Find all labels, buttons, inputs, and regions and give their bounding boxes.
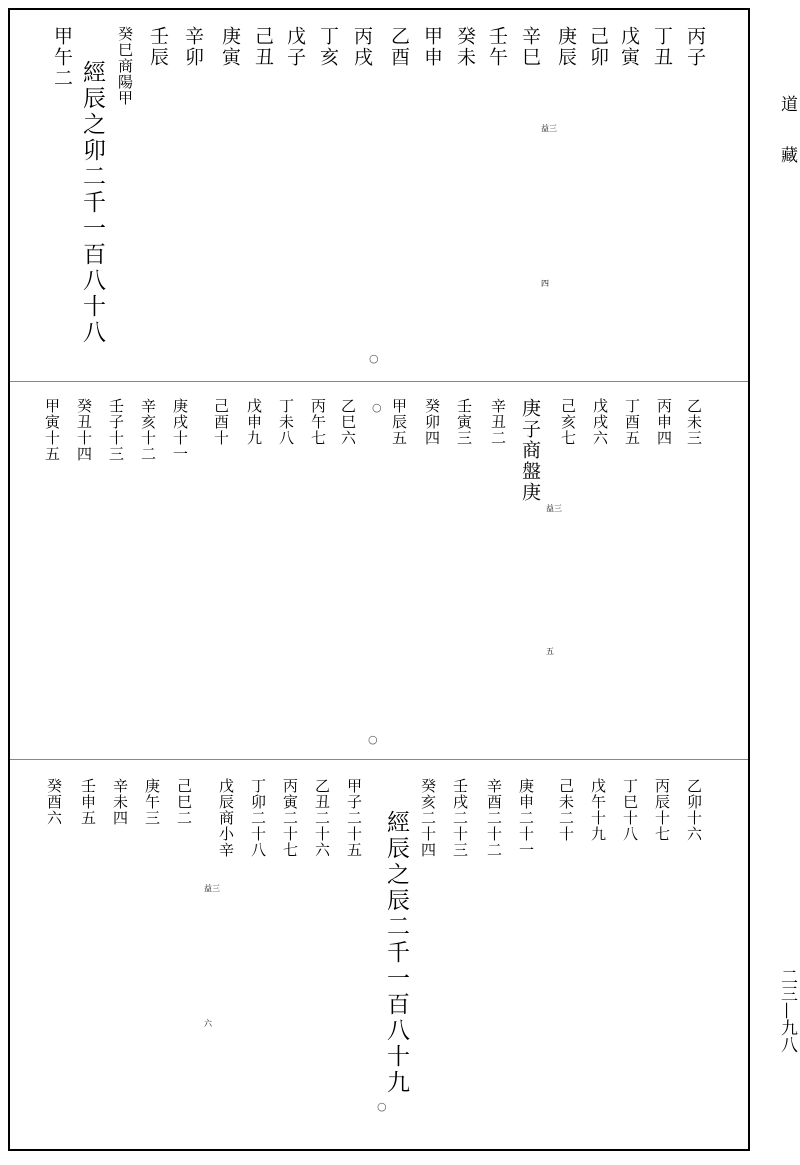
text-column: 辛巳 bbox=[519, 26, 541, 68]
text-column: 庚辰 bbox=[555, 26, 577, 68]
page-number: 二三—九八 bbox=[777, 968, 797, 1053]
text-column: 戊申九 bbox=[245, 398, 263, 446]
text-column: 甲辰五 bbox=[390, 398, 408, 446]
text-column: 癸丑十四 bbox=[75, 398, 93, 462]
text-column: 丁巳十八 bbox=[621, 778, 639, 842]
text-column: 庚申二十一 bbox=[517, 778, 535, 858]
marginal-note: 益三 bbox=[204, 884, 220, 893]
text-column: 癸未 bbox=[454, 26, 476, 68]
text-column: 乙酉 bbox=[388, 26, 410, 68]
text-column: 乙未三 bbox=[685, 398, 703, 446]
text-column: 己丑 bbox=[252, 26, 274, 68]
text-column: 癸酉六 bbox=[45, 778, 63, 826]
text-column: 辛卯 bbox=[182, 26, 204, 68]
text-column: 癸卯四 bbox=[423, 398, 441, 446]
text-column: 壬午 bbox=[486, 26, 508, 68]
text-column: 己卯 bbox=[587, 26, 609, 68]
text-column: 丁未八 bbox=[277, 398, 295, 446]
text-column: 乙丑二十六 bbox=[313, 778, 331, 858]
text-column: 壬寅三 bbox=[455, 398, 473, 446]
text-column: 辛未四 bbox=[111, 778, 129, 826]
text-column: 戊辰商小辛 bbox=[217, 778, 235, 858]
text-column: 辛亥十二 bbox=[139, 398, 157, 462]
text-column: 戊子 bbox=[284, 26, 306, 68]
text-column: 丁酉五 bbox=[623, 398, 641, 446]
text-column: 甲寅十五 bbox=[43, 398, 61, 462]
text-column: 壬辰 bbox=[147, 26, 169, 68]
text-column: 戊寅 bbox=[618, 26, 640, 68]
text-column: 壬申五 bbox=[79, 778, 97, 826]
page-frame bbox=[8, 8, 750, 1151]
text-column: 丁丑 bbox=[651, 26, 673, 68]
text-column: 經辰之卯二千一百八十八 bbox=[79, 60, 105, 346]
text-column: 甲午二 bbox=[51, 26, 73, 89]
text-column: 丙子 bbox=[684, 26, 706, 68]
marginal-note: 益三 bbox=[541, 124, 557, 133]
text-column: 丙寅二十七 bbox=[281, 778, 299, 858]
marginal-note: 五 bbox=[546, 647, 554, 656]
text-column: 壬戌二十三 bbox=[451, 778, 469, 858]
text-column: 乙卯十六 bbox=[685, 778, 703, 842]
marginal-note: 益三 bbox=[546, 504, 562, 513]
text-column: 丁卯二十八 bbox=[249, 778, 267, 858]
text-column: 己酉十 bbox=[212, 398, 230, 446]
text-column: 己亥七 bbox=[559, 398, 577, 446]
text-column: 庚午三 bbox=[143, 778, 161, 826]
margin-title: 道 藏 bbox=[777, 95, 797, 163]
text-column: 庚寅 bbox=[219, 26, 241, 68]
text-column: 癸亥二十四 bbox=[419, 778, 437, 858]
text-column: 辛丑二 bbox=[489, 398, 507, 446]
text-column: 丙辰十七 bbox=[653, 778, 671, 842]
text-column: 經辰之辰二千一百八十九 bbox=[383, 810, 409, 1096]
text-column: 甲申 bbox=[421, 26, 443, 68]
section-divider bbox=[10, 381, 748, 382]
text-column: 戊午十九 bbox=[589, 778, 607, 842]
text-column: 庚戌十一 bbox=[171, 398, 189, 462]
marginal-note: 四 bbox=[541, 279, 549, 288]
text-column: 庚子商盤庚 bbox=[519, 398, 541, 503]
text-column: 己未二十 bbox=[557, 778, 575, 842]
text-column: 丙申四 bbox=[655, 398, 673, 446]
text-column: 丙戌 bbox=[351, 26, 373, 68]
text-column: 丁亥 bbox=[317, 26, 339, 68]
text-column: 甲子二十五 bbox=[345, 778, 363, 858]
text-column: 乙巳六 bbox=[339, 398, 357, 446]
text-column: 辛酉二十二 bbox=[485, 778, 503, 858]
text-column: 癸巳商陽甲 bbox=[116, 26, 134, 106]
circle-mark: ○ bbox=[368, 733, 378, 746]
text-column: 戊戌六 bbox=[591, 398, 609, 446]
circle-mark: ○ bbox=[369, 352, 379, 365]
section-divider bbox=[10, 759, 748, 760]
circle-mark: ○ bbox=[377, 1100, 387, 1113]
text-column: 丙午七 bbox=[309, 398, 327, 446]
marginal-note: 六 bbox=[204, 1019, 212, 1028]
text-column: 壬子十三 bbox=[107, 398, 125, 462]
circle-mark: ○ bbox=[372, 401, 382, 414]
text-column: 己巳二 bbox=[175, 778, 193, 826]
